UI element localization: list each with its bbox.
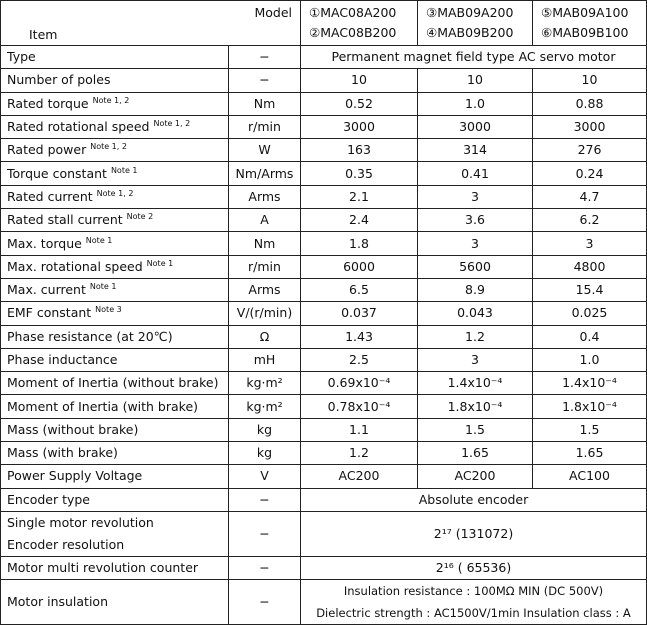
value-cell: 0.24 bbox=[533, 162, 647, 185]
value-cell: 0.88 bbox=[533, 92, 647, 115]
unit-cell: kg·m² bbox=[229, 372, 301, 395]
spec-row bbox=[1, 348, 647, 371]
unit-cell: Arms bbox=[229, 278, 301, 301]
note-ref: Note 1, 2 bbox=[92, 95, 130, 105]
value-cell: 1.4x10⁻⁴ bbox=[418, 372, 533, 395]
unit-cell: A bbox=[229, 209, 301, 232]
item-cell: Motor insulation bbox=[1, 580, 229, 625]
spec-row bbox=[1, 325, 647, 348]
item-cell bbox=[1, 209, 229, 232]
value-cell: 1.8x10⁻⁴ bbox=[418, 395, 533, 418]
item-label: Item bbox=[29, 27, 58, 42]
note-ref: Note 2 bbox=[126, 212, 154, 222]
value-cell: 5600 bbox=[418, 255, 533, 278]
spec-row bbox=[1, 162, 647, 185]
value-cell: 1.4x10⁻⁴ bbox=[533, 372, 647, 395]
insulation-line: Insulation resistance : 100MΩ MIN (DC 500V) bbox=[343, 584, 604, 599]
value-cell: 0.52 bbox=[301, 92, 418, 115]
value-cell: 1.0 bbox=[418, 92, 533, 115]
model-name: ⑥MAB09B100 bbox=[541, 25, 629, 40]
value-cell: 0.35 bbox=[301, 162, 418, 185]
value-cell: AC200 bbox=[301, 465, 418, 488]
insulation-row bbox=[1, 580, 647, 625]
model-name: ①MAC08A200 bbox=[309, 5, 397, 20]
value-cell: 2.5 bbox=[301, 348, 418, 371]
value-cell: 15.4 bbox=[533, 278, 647, 301]
unit-cell: − bbox=[229, 488, 301, 511]
header-row bbox=[1, 1, 647, 46]
item-cell bbox=[1, 395, 229, 418]
unit-cell: mH bbox=[229, 348, 301, 371]
value-cell: AC200 bbox=[418, 465, 533, 488]
unit-cell: − bbox=[229, 511, 301, 556]
value-cell: 3000 bbox=[418, 115, 533, 138]
value-cell: 2.1 bbox=[301, 185, 418, 208]
value-cell: 4.7 bbox=[533, 185, 647, 208]
note-ref: Note 1 bbox=[89, 282, 117, 292]
value-cell: 8.9 bbox=[418, 278, 533, 301]
multi-revolution-value: 2¹⁶ ( 65536) bbox=[301, 556, 647, 579]
item-line: Encoder resolution bbox=[7, 536, 125, 552]
item-label: Max. rotational speed bbox=[7, 258, 143, 274]
value-cell: 3000 bbox=[301, 115, 418, 138]
spec-row bbox=[1, 302, 647, 325]
model-name: ③MAB09A200 bbox=[426, 5, 514, 20]
value-cell: 3 bbox=[418, 348, 533, 371]
unit-cell: V bbox=[229, 465, 301, 488]
note-ref: Note 1, 2 bbox=[153, 119, 191, 129]
unit-cell: V/(r/min) bbox=[229, 302, 301, 325]
item-label: Rated stall current bbox=[7, 212, 123, 228]
item-cell bbox=[1, 278, 229, 301]
item-label: Max. torque bbox=[7, 235, 82, 251]
item-label: Phase resistance (at 20℃) bbox=[7, 328, 173, 344]
spec-row bbox=[1, 488, 647, 511]
model-name: ⑤MAB09A100 bbox=[541, 5, 629, 20]
item-label: Moment of Inertia (without brake) bbox=[7, 375, 219, 391]
value-cell: 276 bbox=[533, 139, 647, 162]
item-label: Encoder type bbox=[7, 491, 91, 507]
spec-row bbox=[1, 209, 647, 232]
value-cell: 0.037 bbox=[301, 302, 418, 325]
model-column-2 bbox=[418, 1, 533, 46]
spec-row bbox=[1, 139, 647, 162]
model-name: ④MAB09B200 bbox=[426, 25, 514, 40]
spec-row bbox=[1, 278, 647, 301]
value-cell: 1.65 bbox=[418, 442, 533, 465]
spec-row bbox=[1, 232, 647, 255]
value-cell: 314 bbox=[418, 139, 533, 162]
model-column-1 bbox=[301, 1, 418, 46]
value-cell: 0.41 bbox=[418, 162, 533, 185]
encoder-resolution-row bbox=[1, 511, 647, 556]
item-cell bbox=[1, 162, 229, 185]
value-cell: 6.5 bbox=[301, 278, 418, 301]
item-cell bbox=[1, 115, 229, 138]
item-label: Rated power bbox=[7, 142, 87, 158]
value-cell: Absolute encoder bbox=[301, 488, 647, 511]
multi-revolution-row bbox=[1, 556, 647, 579]
value-cell: 10 bbox=[418, 69, 533, 92]
item-cell bbox=[1, 488, 229, 511]
spec-row bbox=[1, 92, 647, 115]
item-label: Torque constant bbox=[7, 165, 107, 181]
value-cell: 1.5 bbox=[418, 418, 533, 441]
spec-row bbox=[1, 465, 647, 488]
item-cell bbox=[1, 418, 229, 441]
item-cell bbox=[1, 511, 229, 556]
insulation-value bbox=[301, 580, 647, 625]
value-cell: Permanent magnet field type AC servo motor bbox=[301, 46, 647, 69]
value-cell: 163 bbox=[301, 139, 418, 162]
note-ref: Note 1 bbox=[85, 235, 113, 245]
item-cell bbox=[1, 302, 229, 325]
value-cell: 1.8x10⁻⁴ bbox=[533, 395, 647, 418]
note-ref: Note 3 bbox=[95, 305, 122, 315]
note-ref: Note 1, 2 bbox=[90, 142, 127, 152]
value-cell: 3 bbox=[533, 232, 647, 255]
header-item-cell bbox=[1, 1, 301, 46]
spec-row bbox=[1, 115, 647, 138]
unit-cell: − bbox=[229, 69, 301, 92]
unit-cell: r/min bbox=[229, 115, 301, 138]
value-cell: 0.4 bbox=[533, 325, 647, 348]
model-name: ②MAC08B200 bbox=[309, 25, 397, 40]
item-cell bbox=[1, 139, 229, 162]
item-cell bbox=[1, 69, 229, 92]
item-cell bbox=[1, 185, 229, 208]
value-cell: 0.78x10⁻⁴ bbox=[301, 395, 418, 418]
value-cell: 6.2 bbox=[533, 209, 647, 232]
encoder-resolution-value: 2¹⁷ (131072) bbox=[301, 511, 647, 556]
item-cell bbox=[1, 255, 229, 278]
item-label: Rated current bbox=[7, 188, 93, 204]
item-label: Rated torque bbox=[7, 95, 89, 111]
value-cell: 0.043 bbox=[418, 302, 533, 325]
item-cell bbox=[1, 348, 229, 371]
item-label: Rated rotational speed bbox=[7, 119, 150, 135]
value-cell: 2.4 bbox=[301, 209, 418, 232]
value-cell: 4800 bbox=[533, 255, 647, 278]
unit-cell: kg bbox=[229, 442, 301, 465]
spec-row bbox=[1, 69, 647, 92]
unit-cell: − bbox=[229, 46, 301, 69]
item-line: Single motor revolution bbox=[7, 514, 154, 530]
item-label: EMF constant bbox=[7, 305, 92, 321]
item-cell bbox=[1, 232, 229, 255]
item-label: Mass (with brake) bbox=[7, 445, 118, 461]
value-cell: 0.69x10⁻⁴ bbox=[301, 372, 418, 395]
spec-row bbox=[1, 185, 647, 208]
value-cell: 1.2 bbox=[418, 325, 533, 348]
value-cell: 1.65 bbox=[533, 442, 647, 465]
spec-row bbox=[1, 442, 647, 465]
value-cell: 1.0 bbox=[533, 348, 647, 371]
unit-cell: W bbox=[229, 139, 301, 162]
spec-row bbox=[1, 372, 647, 395]
unit-cell: r/min bbox=[229, 255, 301, 278]
spec-row bbox=[1, 418, 647, 441]
value-cell: 1.43 bbox=[301, 325, 418, 348]
value-cell: 3000 bbox=[533, 115, 647, 138]
unit-cell: Nm/Arms bbox=[229, 162, 301, 185]
value-cell: AC100 bbox=[533, 465, 647, 488]
item-label: Moment of Inertia (with brake) bbox=[7, 398, 199, 414]
item-cell: Motor multi revolution counter bbox=[1, 556, 229, 579]
value-cell: 0.025 bbox=[533, 302, 647, 325]
note-ref: Note 1 bbox=[110, 165, 138, 175]
value-cell: 3.6 bbox=[418, 209, 533, 232]
unit-cell: Nm bbox=[229, 232, 301, 255]
value-cell: 1.8 bbox=[301, 232, 418, 255]
value-cell: 3 bbox=[418, 185, 533, 208]
unit-cell: − bbox=[229, 580, 301, 625]
item-cell bbox=[1, 325, 229, 348]
note-ref: Note 1, 2 bbox=[96, 188, 134, 198]
unit-cell: − bbox=[229, 556, 301, 579]
value-cell: 10 bbox=[533, 69, 647, 92]
value-cell: 1.5 bbox=[533, 418, 647, 441]
unit-cell: Ω bbox=[229, 325, 301, 348]
item-label: Phase inductance bbox=[7, 352, 118, 367]
value-cell: 6000 bbox=[301, 255, 418, 278]
item-label: Mass (without brake) bbox=[7, 421, 139, 437]
item-label: Max. current bbox=[7, 282, 86, 298]
unit-cell: Arms bbox=[229, 185, 301, 208]
item-label: Type bbox=[7, 49, 36, 65]
item-cell bbox=[1, 442, 229, 465]
item-cell bbox=[1, 92, 229, 115]
item-cell bbox=[1, 372, 229, 395]
spec-row bbox=[1, 46, 647, 69]
value-cell: 1.1 bbox=[301, 418, 418, 441]
model-column-3 bbox=[533, 1, 647, 46]
item-cell bbox=[1, 46, 229, 69]
unit-cell: kg·m² bbox=[229, 395, 301, 418]
note-ref: Note 1 bbox=[146, 258, 174, 268]
value-cell: 10 bbox=[301, 69, 418, 92]
item-label: Number of poles bbox=[7, 72, 111, 88]
unit-cell: kg bbox=[229, 418, 301, 441]
value-cell: 3 bbox=[418, 232, 533, 255]
item-label: Power Supply Voltage bbox=[7, 468, 143, 484]
value-cell: 1.2 bbox=[301, 442, 418, 465]
item-cell bbox=[1, 465, 229, 488]
insulation-line: Dielectric strength : AC1500V/1min Insulation class : A bbox=[316, 606, 631, 621]
spec-row bbox=[1, 395, 647, 418]
spec-row bbox=[1, 255, 647, 278]
model-label: Model bbox=[254, 5, 292, 20]
unit-cell: Nm bbox=[229, 92, 301, 115]
